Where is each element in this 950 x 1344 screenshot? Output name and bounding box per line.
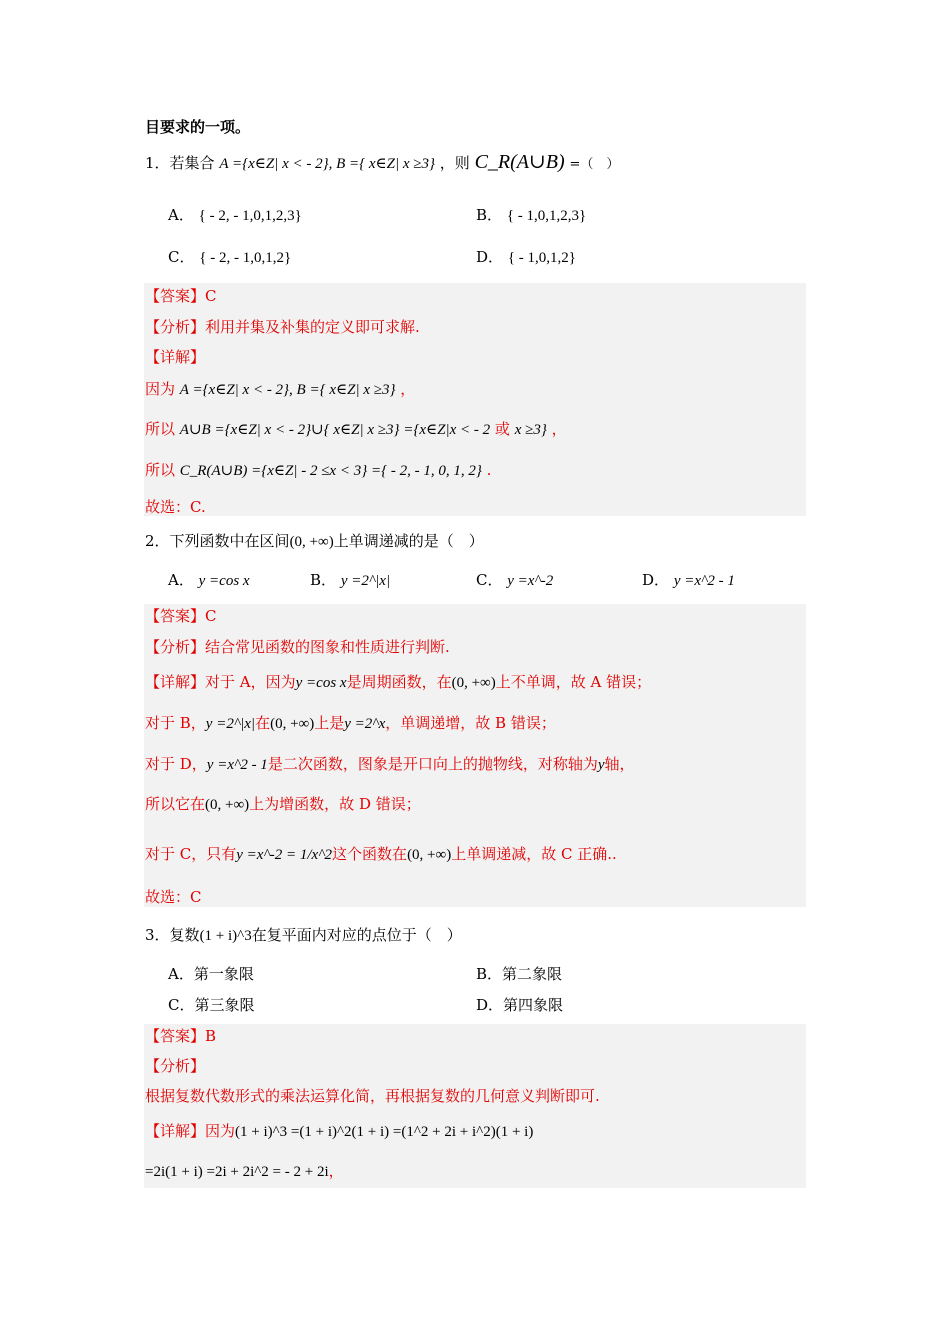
q2-detail-line-4: [145, 794, 421, 815]
q1-detail-1-prefix: 因为: [145, 380, 176, 398]
q2-detail-5-a: 对于 C，只有: [145, 845, 237, 863]
q1-detail-2-mid: 或: [494, 420, 510, 438]
q2-detail-line-2: [145, 713, 556, 734]
q3-option-d-text: 第四象限: [503, 996, 564, 1014]
q1-answer-tag: 【答案】: [145, 287, 206, 305]
q2-option-b-label: B．: [310, 571, 337, 589]
q3-option-d: [476, 995, 563, 1015]
q2-detail-5-c: 上单调递减，故 C 正确..: [451, 845, 617, 863]
q2-detail-4-b: 上为增函数，故 D 错误；: [249, 795, 421, 813]
q2-detail-2-math: y =2^|x|: [205, 716, 256, 732]
q2-detail-1-c: 上不单调，故 A 错误；: [495, 673, 652, 691]
q1-detail-line-1: [145, 379, 415, 400]
q3-text: 复数: [169, 926, 200, 944]
q2-detail-2-math3: y =2^x: [344, 716, 386, 732]
q1-answer: [145, 286, 217, 306]
q1-detail-2-prefix: 所以: [145, 420, 176, 438]
q1-detail-2-math2: x ≥3}: [514, 422, 547, 438]
q2-option-c: [476, 570, 553, 591]
q1-detail-1-math: A ={x∈Z| x < - 2}, B ={ x∈Z| x ≥3}: [179, 382, 396, 398]
q1-number: 1．: [145, 154, 170, 172]
q2-text: 下列函数中在区间: [169, 532, 290, 550]
q1-detail-1-suffix: ，: [400, 380, 416, 398]
q2-detail-4-math: (0, +∞): [205, 797, 250, 813]
q2-option-a-math: y =cos x: [198, 573, 250, 589]
q2-detail-1-a: 对于 A，因为: [205, 673, 296, 691]
q3-detail-end: ，: [328, 1162, 344, 1180]
q1-option-a: [168, 205, 302, 226]
q1-target: C_R(A∪B): [474, 151, 565, 173]
q3-detail-math: (1 + i)^3 =(1 + i)^2(1 + i) =(1^2 + 2i + i^2)(1 + i): [235, 1124, 534, 1140]
q3-option-a-text: 第一象限: [193, 965, 254, 983]
q2-detail-1-b: 是周期函数，在: [346, 673, 452, 691]
q1-detail-3-prefix: 所以: [145, 461, 176, 479]
q2-tail: 上单调递减的是（ ）: [333, 532, 484, 550]
q3-option-b: [476, 964, 562, 984]
q1-detail-line-3: [145, 460, 491, 481]
q2-detail-5-b: 这个函数在: [332, 845, 408, 863]
q3-analysis-tag: 【分析】: [145, 1057, 206, 1075]
q3-option-a: [168, 964, 254, 984]
q3-number: 3．: [145, 926, 170, 944]
q3-option-b-text: 第二象限: [502, 965, 563, 983]
q3-option-c-text: 第三象限: [194, 996, 255, 1014]
q3-detail-tag: 【详解】: [145, 1122, 206, 1140]
q1-detail-line-2: [145, 419, 567, 440]
q2-detail-2-math2: (0, +∞): [270, 716, 315, 732]
q3-tail: 在复平面内对应的点位于（ ）: [251, 926, 462, 944]
q2-analysis-text: 结合常见函数的图象和性质进行判断.: [205, 638, 450, 656]
q1-conclusion: 故选：C.: [145, 498, 206, 516]
q2-answer-tag: 【答案】: [145, 607, 206, 625]
q1-detail-2-suffix: ，: [551, 420, 567, 438]
q2-stem: [145, 531, 484, 552]
q1-analysis-text: 利用并集及补集的定义即可求解.: [205, 318, 420, 336]
q1-detail-3-math: C_R(A∪B) ={x∈Z| - 2 ≤x < 3} ={ - 2, - 1, 0, 1, 2}: [179, 463, 482, 479]
q3-option-d-label: D．: [476, 996, 504, 1014]
q1-option-d-math: { - 1,0,1,2}: [507, 250, 576, 266]
q1-option-d-label: D．: [476, 248, 504, 266]
q2-detail-tag: 【详解】: [145, 673, 206, 691]
q2-analysis-tag: 【分析】: [145, 638, 206, 656]
q1-detail-tag: 【详解】: [145, 348, 206, 366]
q1-option-a-label: A．: [168, 206, 194, 224]
q2-detail-3-a: 对于 D，: [145, 755, 207, 773]
q2-option-b: [310, 570, 390, 591]
q2-answer-value: C: [205, 607, 217, 625]
q1-option-b-label: B．: [476, 206, 503, 224]
q1-option-d: [476, 247, 576, 268]
q2-option-d-label: D．: [642, 571, 670, 589]
q2-detail-2-a: 对于 B，: [145, 714, 206, 732]
q1-then: ，则: [439, 154, 470, 172]
q2-detail-5-math: y =x^-2 = 1/x^2: [236, 847, 333, 863]
q1-detail-2-math: A∪B ={x∈Z| x < - 2}∪{ x∈Z| x ≥3} ={x∈Z|x < - 2: [179, 422, 491, 438]
q3-answer-tag: 【答案】: [145, 1027, 206, 1045]
q1-math: A ={x∈Z| x < - 2}, B ={ x∈Z| x ≥3}: [219, 156, 436, 172]
q3-detail-line-1: [145, 1121, 533, 1142]
q2-detail-2-d: ，单调递增，故 B 错误；: [385, 714, 556, 732]
q2-option-d: [642, 570, 735, 591]
q1-analysis: [145, 317, 420, 337]
section-header: 目要求的一项。: [145, 118, 251, 136]
q2-detail-line-3: [145, 754, 635, 775]
q1-option-c-label: C．: [168, 248, 195, 266]
q2-analysis: [145, 637, 450, 657]
q2-option-a: [168, 570, 250, 591]
q2-detail-4-a: 所以它在: [145, 795, 206, 813]
q3-option-c: [168, 995, 255, 1015]
q1-option-c-math: { - 2, - 1,0,1,2}: [199, 250, 292, 266]
q1-stem: [145, 152, 619, 175]
q2-detail-3-math2: y: [597, 757, 605, 773]
q3-stem: [145, 925, 462, 946]
q2-detail-2-b: 在: [255, 714, 271, 732]
q2-option-a-label: A．: [168, 571, 194, 589]
q2-option-c-math: y =x^-2: [507, 573, 554, 589]
q2-number: 2．: [145, 532, 170, 550]
q1-option-c: [168, 247, 291, 268]
q3-option-b-label: B．: [476, 965, 503, 983]
q2-conclusion: 故选：C: [145, 888, 202, 906]
q2-detail-line-5: [145, 844, 617, 865]
q2-option-c-label: C．: [476, 571, 503, 589]
q3-detail-a: 因为: [205, 1122, 236, 1140]
q3-answer: [145, 1026, 216, 1046]
q3-detail-line-2: [145, 1161, 344, 1182]
q2-option-b-math: y =2^|x|: [340, 573, 391, 589]
q3-detail-math2: =2i(1 + i) =2i + 2i^2 = - 2 + 2i: [145, 1164, 329, 1180]
q1-option-b: [476, 205, 586, 226]
q2-detail-line-1: [145, 672, 651, 693]
q3-answer-value: B: [205, 1027, 217, 1045]
q2-math: (0, +∞): [289, 534, 334, 550]
q1-analysis-tag: 【分析】: [145, 318, 206, 336]
q1-option-b-math: { - 1,0,1,2,3}: [506, 208, 587, 224]
q3-option-a-label: A．: [168, 965, 194, 983]
q1-answer-value: C: [205, 287, 217, 305]
q2-detail-3-b: 是二次函数，图象是开口向上的抛物线，对称轴为: [267, 755, 598, 773]
q1-text: 若集合: [169, 154, 215, 172]
q3-analysis-text: 根据复数代数形式的乘法运算化简，再根据复数的几何意义判断即可.: [145, 1087, 600, 1105]
q1-tail: =（ ）: [569, 157, 620, 172]
q2-answer: [145, 606, 217, 626]
q1-detail-3-suffix: .: [486, 461, 492, 479]
q2-detail-3-c: 轴，: [604, 755, 635, 773]
q2-detail-5-math2: (0, +∞): [407, 847, 452, 863]
q2-detail-1-math: y =cos x: [295, 675, 347, 691]
q1-option-a-math: { - 2, - 1,0,1,2,3}: [198, 208, 302, 224]
q2-detail-1-math2: (0, +∞): [451, 675, 496, 691]
q3-option-c-label: C．: [168, 996, 195, 1014]
q3-math: (1 + i)^3: [199, 928, 252, 944]
q2-detail-2-c: 上是: [314, 714, 345, 732]
q2-option-d-math: y =x^2 - 1: [673, 573, 735, 589]
q2-detail-3-math: y =x^2 - 1: [206, 757, 268, 773]
